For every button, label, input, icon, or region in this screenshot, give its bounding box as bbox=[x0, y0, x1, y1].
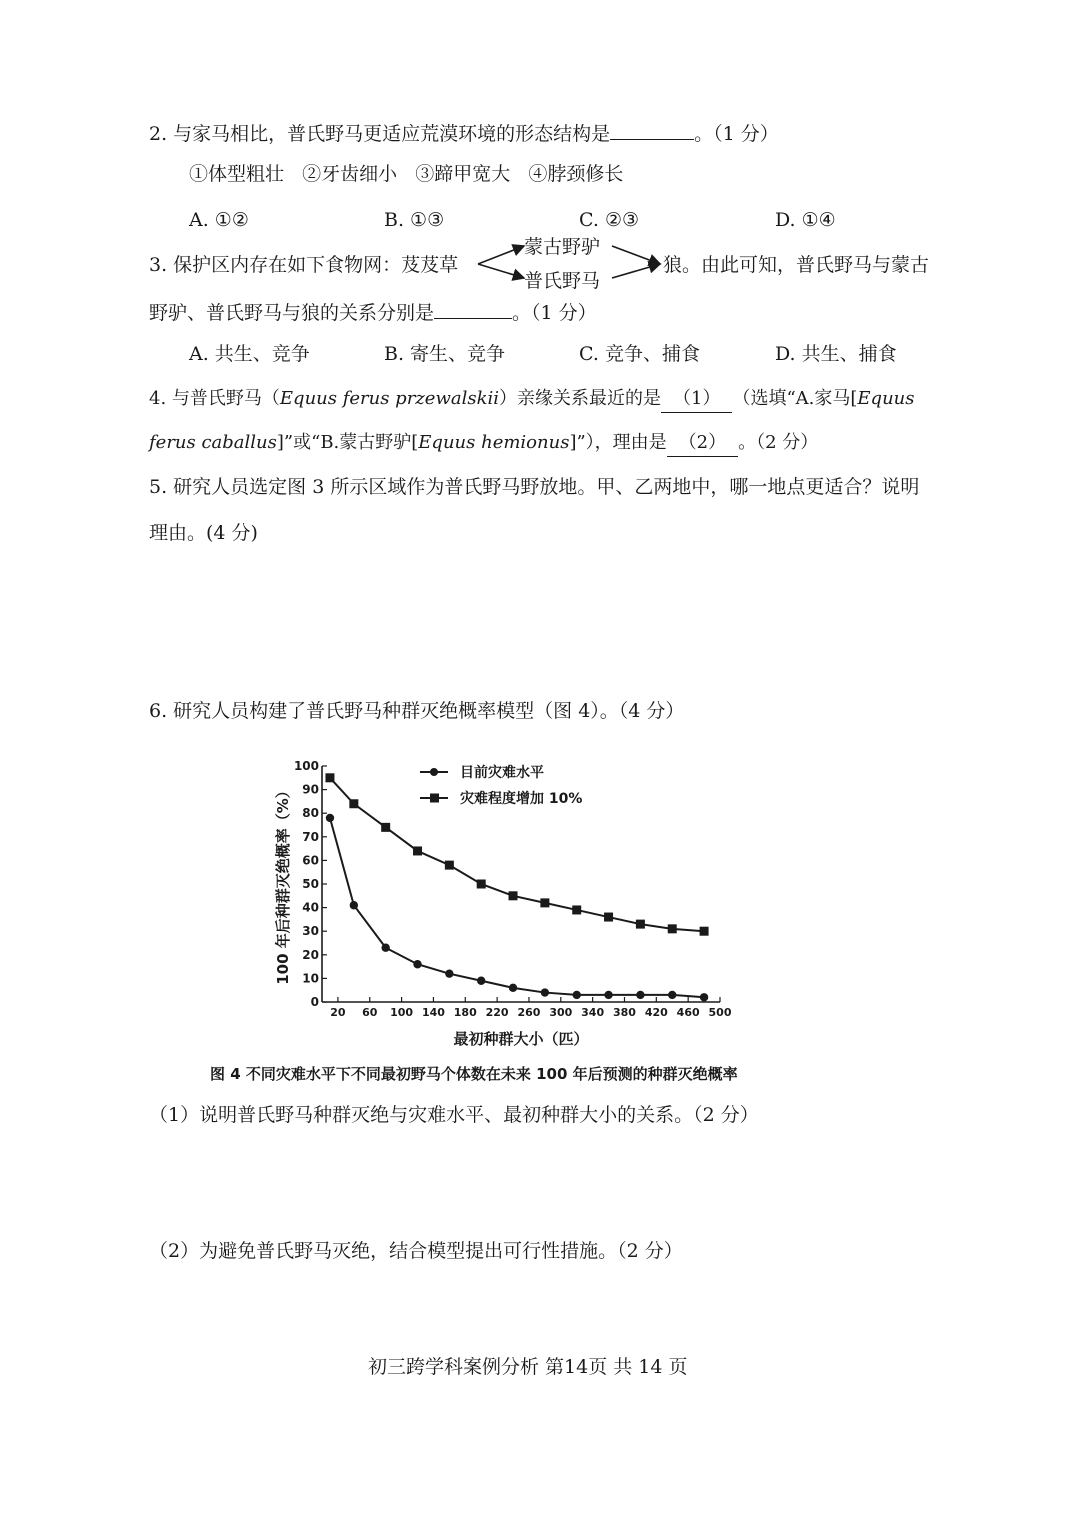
q3-option-a[interactable]: A. 共生、竞争 bbox=[189, 343, 310, 365]
data-point bbox=[700, 927, 709, 936]
series-line-1 bbox=[330, 818, 704, 997]
data-point bbox=[636, 991, 644, 999]
q4-line2: ferus caballus]”或“B.蒙古野驴[Equus hemionus]”），理由是 （2） 。（2 分） bbox=[149, 430, 818, 457]
data-point bbox=[572, 905, 581, 914]
x-tick-label: 100 bbox=[390, 1006, 414, 1019]
q6-sub2: （2）为避免普氏野马灭绝，结合模型提出可行性措施。（2 分） bbox=[149, 1240, 683, 1262]
q3-option-b[interactable]: B. 寄生、竞争 bbox=[384, 343, 506, 365]
data-point bbox=[326, 814, 334, 822]
q6-sub2-answer-area[interactable] bbox=[149, 1270, 929, 1340]
y-tick-label: 50 bbox=[302, 877, 319, 891]
q4-line1: 4. 与普氏野马（Equus ferus przewalskii）亲缘关系最近的是 （1） （选填“A.家马[Equus bbox=[149, 386, 915, 413]
data-point bbox=[573, 991, 581, 999]
x-tick-label: 220 bbox=[485, 1006, 509, 1019]
y-tick-label: 60 bbox=[302, 853, 319, 868]
q2-stem: 2. 与家马相比，普氏野马更适应荒漠环境的形态结构是 。（1 分） bbox=[149, 117, 779, 147]
data-point bbox=[509, 891, 518, 900]
x-tick-label: 500 bbox=[708, 1006, 732, 1019]
data-point bbox=[668, 991, 676, 999]
q2-features: ①体型粗壮 ②牙齿细小 ③蹄甲宽大 ④脖颈修长 bbox=[189, 163, 624, 185]
arrow-grass-to-donkey bbox=[478, 246, 524, 264]
data-point bbox=[349, 799, 358, 808]
q3-option-c[interactable]: C. 竞争、捕食 bbox=[579, 343, 700, 365]
y-tick-label: 20 bbox=[302, 947, 319, 962]
y-tick-label: 30 bbox=[302, 924, 319, 939]
x-tick-label: 460 bbox=[676, 1006, 700, 1019]
data-point bbox=[445, 969, 453, 977]
y-axis-label: 100 年后种群灭绝概率（%） bbox=[274, 783, 292, 985]
legend-label: 灾难程度增加 10% bbox=[460, 791, 583, 807]
y-tick-label: 10 bbox=[302, 971, 319, 986]
q5-line2: 理由。(4 分) bbox=[149, 522, 258, 544]
data-point bbox=[604, 913, 613, 922]
q2-option-d[interactable]: D. ①④ bbox=[775, 209, 836, 231]
q6-stem: 6. 研究人员构建了普氏野马种群灭绝概率模型（图 4）。（4 分） bbox=[149, 700, 685, 722]
x-tick-label: 140 bbox=[421, 1006, 445, 1019]
q3-answer-blank[interactable] bbox=[434, 296, 512, 319]
data-point bbox=[413, 846, 422, 855]
data-point bbox=[325, 773, 334, 782]
data-point bbox=[668, 924, 677, 933]
x-tick-label: 380 bbox=[612, 1006, 636, 1019]
y-tick-label: 70 bbox=[302, 829, 319, 844]
q3-option-d[interactable]: D. 共生、捕食 bbox=[775, 343, 897, 365]
data-point bbox=[477, 977, 485, 985]
x-tick-label: 340 bbox=[581, 1006, 605, 1019]
data-point bbox=[541, 988, 549, 996]
q3-stem-b: 狼。由此可知，普氏野马与蒙古 bbox=[663, 254, 930, 276]
x-tick-label: 260 bbox=[517, 1006, 541, 1019]
q2-answer-blank[interactable] bbox=[610, 117, 694, 140]
data-point bbox=[381, 823, 390, 832]
x-tick-label: 180 bbox=[453, 1006, 477, 1019]
legend-marker bbox=[430, 794, 439, 803]
q6-sub1: （1）说明普氏野马种群灭绝与灾难水平、最初种群大小的关系。（2 分） bbox=[149, 1104, 759, 1126]
q2-option-a[interactable]: A. ①② bbox=[189, 209, 249, 231]
legend-marker bbox=[430, 768, 438, 776]
data-point bbox=[350, 901, 358, 909]
q3-stem-c: 野驴、普氏野马与狼的关系分别是 。（1 分） bbox=[149, 296, 597, 326]
y-tick-label: 0 bbox=[310, 995, 319, 1009]
q5-answer-area[interactable] bbox=[149, 556, 929, 676]
y-tick-label: 100 bbox=[293, 759, 319, 773]
data-point bbox=[477, 880, 486, 889]
food-web-node-donkey: 蒙古野驴 bbox=[524, 236, 601, 258]
data-point bbox=[509, 984, 517, 992]
page-footer: 初三跨学科案例分析 第14页 共 14 页 bbox=[368, 1356, 688, 1378]
q2-option-b[interactable]: B. ①③ bbox=[384, 209, 445, 231]
data-point bbox=[413, 960, 421, 968]
data-point bbox=[700, 993, 708, 1001]
y-tick-label: 90 bbox=[302, 782, 319, 797]
q4-blank-1[interactable]: （1） bbox=[661, 386, 732, 413]
legend-label: 目前灾难水平 bbox=[460, 765, 544, 781]
y-tick-label: 80 bbox=[302, 806, 319, 821]
x-tick-label: 20 bbox=[330, 1006, 346, 1019]
data-point bbox=[540, 898, 549, 907]
food-web-node-horse: 普氏野马 bbox=[524, 270, 601, 292]
q6-sub1-answer-area[interactable] bbox=[149, 1134, 929, 1234]
figure-caption: 图 4 不同灾难水平下不同最初野马个体数在未来 100 年后预测的种群灭绝概率 bbox=[210, 1065, 738, 1083]
arrow-donkey-to-wolf bbox=[612, 246, 660, 264]
q4-blank-2[interactable]: （2） bbox=[667, 430, 738, 457]
q2-option-c[interactable]: C. ②③ bbox=[579, 209, 640, 231]
data-point bbox=[381, 944, 389, 952]
x-tick-label: 420 bbox=[644, 1006, 668, 1019]
y-tick-label: 40 bbox=[302, 900, 319, 915]
q3-stem-a: 3. 保护区内存在如下食物网：芨芨草 bbox=[149, 254, 459, 276]
q5-line1: 5. 研究人员选定图 3 所示区域作为普氏野马野放地。甲、乙两地中，哪一地点更适合？说明 bbox=[149, 476, 920, 498]
data-point bbox=[445, 861, 454, 870]
data-point bbox=[636, 920, 645, 929]
arrow-grass-to-horse bbox=[478, 264, 524, 278]
data-point bbox=[604, 991, 612, 999]
x-tick-label: 300 bbox=[549, 1006, 573, 1019]
extinction-chart bbox=[260, 752, 760, 1052]
x-axis-label: 最初种群大小（匹） bbox=[453, 1030, 589, 1048]
arrow-horse-to-wolf bbox=[612, 264, 660, 278]
x-tick-label: 60 bbox=[362, 1006, 378, 1019]
